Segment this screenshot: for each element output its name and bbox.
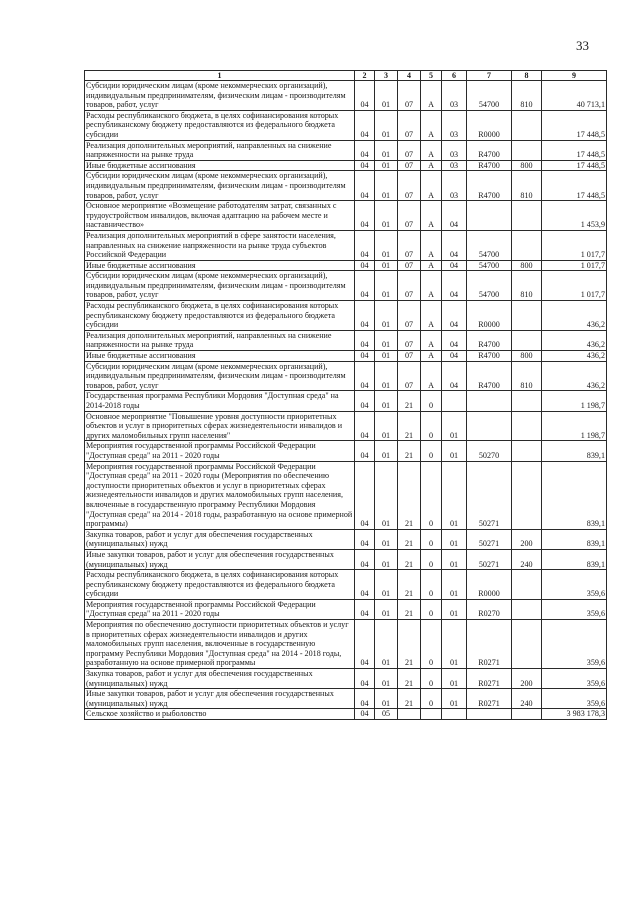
row-code-cell: А — [421, 81, 442, 111]
table-row — [85, 549, 607, 569]
row-code-cell: 04 — [355, 260, 375, 271]
row-code-cell: R4700 — [467, 171, 512, 201]
row-code-cell: 07 — [398, 140, 421, 160]
row-code-cell: R0270 — [467, 599, 512, 619]
row-code-cell: 07 — [398, 81, 421, 111]
row-code-cell: 50270 — [467, 441, 512, 461]
row-code-cell: 01 — [375, 171, 398, 201]
row-sum-cell: 436,2 — [542, 301, 607, 331]
row-code-cell: 0 — [421, 529, 442, 549]
row-name-cell: Реализация дополнительных мероприятий, направленных на снижение напряженности на рынке труда — [85, 330, 355, 350]
row-code-cell: 50271 — [467, 529, 512, 549]
row-code-cell: 01 — [375, 110, 398, 140]
row-name-cell: Основное мероприятие «Возмещение работодателям затрат, связанных с трудоустройством инвалидов, включая адаптацию на рабочем месте и наставничество» — [85, 201, 355, 231]
table-row — [85, 171, 607, 201]
row-sum-cell: 839,1 — [542, 529, 607, 549]
row-code-cell: 04 — [442, 201, 467, 231]
row-code-cell — [512, 301, 542, 331]
column-header: 2 — [355, 71, 375, 81]
row-code-cell: 54700 — [467, 230, 512, 260]
row-code-cell: R4700 — [467, 361, 512, 391]
column-header: 7 — [467, 71, 512, 81]
row-code-cell: R0000 — [467, 570, 512, 600]
row-code-cell: 240 — [512, 549, 542, 569]
row-code-cell: 07 — [398, 301, 421, 331]
row-name-cell: Субсидии юридическим лицам (кроме некоммерческих организаций), индивидуальным предпринимателям, физическим лицам - производителям товаров, работ, услуг — [85, 171, 355, 201]
table-row — [85, 260, 607, 271]
row-code-cell: 200 — [512, 529, 542, 549]
row-code-cell: А — [421, 140, 442, 160]
row-code-cell: 07 — [398, 110, 421, 140]
row-code-cell: А — [421, 330, 442, 350]
row-sum-cell: 1 017,7 — [542, 230, 607, 260]
row-code-cell: 01 — [442, 549, 467, 569]
row-code-cell: 04 — [442, 351, 467, 362]
column-header: 5 — [421, 71, 442, 81]
row-code-cell: 01 — [442, 411, 467, 441]
row-name-cell: Субсидии юридическим лицам (кроме некоммерческих организаций), индивидуальным предпринимателям, физическим лицам - производителям товаров, работ, услуг — [85, 81, 355, 111]
row-code-cell: 01 — [375, 81, 398, 111]
row-code-cell — [512, 620, 542, 669]
row-code-cell: 0 — [421, 689, 442, 709]
row-code-cell: 01 — [375, 529, 398, 549]
table-row — [85, 140, 607, 160]
table-row — [85, 529, 607, 549]
row-code-cell: 04 — [355, 110, 375, 140]
row-name-cell: Расходы республиканского бюджета, в целях софинансирования которых республиканскому бюджету предоставляются из федерального бюджета субсидии — [85, 301, 355, 331]
row-code-cell: 50271 — [467, 549, 512, 569]
row-code-cell: R0271 — [467, 669, 512, 689]
row-code-cell — [512, 201, 542, 231]
row-code-cell: 03 — [442, 110, 467, 140]
row-name-cell: Субсидии юридическим лицам (кроме некоммерческих организаций), индивидуальным предпринимателям, физическим лицам - производителям товаров, работ, услуг — [85, 361, 355, 391]
row-code-cell: 0 — [421, 669, 442, 689]
row-code-cell — [512, 230, 542, 260]
column-header: 1 — [85, 71, 355, 81]
row-code-cell — [421, 709, 442, 720]
row-code-cell: 21 — [398, 620, 421, 669]
row-code-cell: 21 — [398, 669, 421, 689]
row-code-cell: 240 — [512, 689, 542, 709]
row-code-cell: 04 — [355, 201, 375, 231]
row-code-cell: 01 — [375, 411, 398, 441]
table-row — [85, 81, 607, 111]
row-code-cell: 04 — [442, 301, 467, 331]
row-code-cell: 04 — [355, 140, 375, 160]
row-code-cell: 04 — [442, 271, 467, 301]
row-code-cell: 0 — [421, 411, 442, 441]
row-code-cell: 810 — [512, 171, 542, 201]
row-sum-cell: 359,6 — [542, 620, 607, 669]
row-code-cell: 07 — [398, 171, 421, 201]
row-code-cell — [398, 709, 421, 720]
row-code-cell: 21 — [398, 411, 421, 441]
row-code-cell: 04 — [442, 260, 467, 271]
row-code-cell: 01 — [375, 260, 398, 271]
row-code-cell: 04 — [355, 570, 375, 600]
row-code-cell: 01 — [442, 570, 467, 600]
row-code-cell: 04 — [355, 620, 375, 669]
table-row — [85, 669, 607, 689]
row-code-cell: 01 — [375, 570, 398, 600]
row-sum-cell: 1 198,7 — [542, 411, 607, 441]
row-name-cell: Мероприятия государственной программы Российской Федерации "Доступная среда" на 2011 - 2020 годы — [85, 599, 355, 619]
row-code-cell: R4700 — [467, 160, 512, 171]
row-code-cell: 01 — [375, 140, 398, 160]
row-code-cell: 0 — [421, 461, 442, 529]
row-sum-cell: 1 453,9 — [542, 201, 607, 231]
row-code-cell: А — [421, 301, 442, 331]
row-sum-cell: 436,2 — [542, 351, 607, 362]
row-name-cell: Сельское хозяйство и рыболовство — [85, 709, 355, 720]
row-code-cell: 04 — [355, 461, 375, 529]
row-code-cell: 04 — [355, 361, 375, 391]
row-name-cell: Закупка товаров, работ и услуг для обеспечения государственных (муниципальных) нужд — [85, 529, 355, 549]
row-code-cell: R0271 — [467, 620, 512, 669]
table-row — [85, 411, 607, 441]
row-code-cell: 03 — [442, 160, 467, 171]
column-header: 6 — [442, 71, 467, 81]
row-code-cell: А — [421, 351, 442, 362]
row-code-cell — [512, 441, 542, 461]
table-row — [85, 570, 607, 600]
row-code-cell: 05 — [375, 709, 398, 720]
row-code-cell: R4700 — [467, 351, 512, 362]
row-code-cell: 04 — [355, 351, 375, 362]
row-code-cell: 04 — [355, 391, 375, 411]
row-code-cell: А — [421, 171, 442, 201]
row-name-cell: Реализация дополнительных мероприятий в сфере занятости населения, направленных на снижение напряженности на рынке труда субъектов Российской Федерации — [85, 230, 355, 260]
table-row — [85, 689, 607, 709]
row-sum-cell: 359,6 — [542, 689, 607, 709]
row-code-cell — [467, 709, 512, 720]
row-code-cell: 04 — [355, 689, 375, 709]
row-code-cell: 04 — [442, 330, 467, 350]
row-name-cell: Основное мероприятие "Повышение уровня доступности приоритетных объектов и услуг в приоритетных сферах жизнедеятельности инвалидов и других маломобильных групп населения" — [85, 411, 355, 441]
row-code-cell: 0 — [421, 391, 442, 411]
row-code-cell: 01 — [375, 620, 398, 669]
row-name-cell: Иные бюджетные ассигнования — [85, 351, 355, 362]
table-header-row — [85, 71, 607, 81]
row-code-cell — [442, 391, 467, 411]
row-name-cell: Реализация дополнительных мероприятий, направленных на снижение напряженности на рынке труда — [85, 140, 355, 160]
row-code-cell: 01 — [375, 351, 398, 362]
row-code-cell — [512, 599, 542, 619]
row-code-cell: 21 — [398, 599, 421, 619]
row-code-cell: 04 — [355, 301, 375, 331]
row-code-cell: А — [421, 160, 442, 171]
row-code-cell: 01 — [375, 669, 398, 689]
row-code-cell — [512, 110, 542, 140]
row-code-cell: 800 — [512, 160, 542, 171]
row-code-cell: 0 — [421, 549, 442, 569]
table-row — [85, 391, 607, 411]
column-header: 8 — [512, 71, 542, 81]
row-code-cell: 810 — [512, 271, 542, 301]
row-sum-cell: 17 448,5 — [542, 140, 607, 160]
row-code-cell: 200 — [512, 669, 542, 689]
row-code-cell: R0271 — [467, 689, 512, 709]
row-code-cell: 07 — [398, 260, 421, 271]
row-sum-cell: 839,1 — [542, 441, 607, 461]
row-code-cell — [512, 570, 542, 600]
row-code-cell: 50271 — [467, 461, 512, 529]
row-code-cell: 01 — [375, 599, 398, 619]
row-code-cell: 07 — [398, 351, 421, 362]
table-row — [85, 160, 607, 171]
column-header: 9 — [542, 71, 607, 81]
row-name-cell: Мероприятия по обеспечению доступности приоритетных объектов и услуг в приоритетных сферах жизнедеятельности инвалидов и других маломобильных групп населения, включенные в государственную программу Республики Мордовия "Доступная среда" на 2014 - 2018 годы, разработанную на основе примерной программы — [85, 620, 355, 669]
row-code-cell: 01 — [375, 301, 398, 331]
budget-table — [84, 70, 607, 720]
row-code-cell: А — [421, 110, 442, 140]
row-code-cell: 21 — [398, 441, 421, 461]
row-sum-cell: 436,2 — [542, 330, 607, 350]
row-code-cell: 21 — [398, 549, 421, 569]
table-row — [85, 441, 607, 461]
row-code-cell: 01 — [442, 669, 467, 689]
row-code-cell: 07 — [398, 330, 421, 350]
row-code-cell: 04 — [355, 230, 375, 260]
table-row — [85, 201, 607, 231]
row-code-cell: 01 — [442, 529, 467, 549]
row-code-cell: 04 — [355, 271, 375, 301]
row-name-cell: Иные бюджетные ассигнования — [85, 160, 355, 171]
row-sum-cell: 1 017,7 — [542, 260, 607, 271]
table-row — [85, 599, 607, 619]
row-sum-cell: 3 983 178,3 — [542, 709, 607, 720]
table-row — [85, 271, 607, 301]
row-code-cell: 0 — [421, 570, 442, 600]
row-code-cell — [512, 140, 542, 160]
row-code-cell: R4700 — [467, 330, 512, 350]
row-code-cell — [512, 411, 542, 441]
row-sum-cell: 1 198,7 — [542, 391, 607, 411]
column-header: 4 — [398, 71, 421, 81]
row-name-cell: Иные бюджетные ассигнования — [85, 260, 355, 271]
row-sum-cell: 839,1 — [542, 549, 607, 569]
row-code-cell: 07 — [398, 271, 421, 301]
row-code-cell: 01 — [375, 441, 398, 461]
row-code-cell: 04 — [355, 669, 375, 689]
row-sum-cell: 436,2 — [542, 361, 607, 391]
row-code-cell: 21 — [398, 391, 421, 411]
row-code-cell: 04 — [355, 549, 375, 569]
row-code-cell: 0 — [421, 620, 442, 669]
row-code-cell: 01 — [375, 330, 398, 350]
row-sum-cell: 17 448,5 — [542, 160, 607, 171]
row-code-cell: А — [421, 271, 442, 301]
row-code-cell — [467, 201, 512, 231]
row-name-cell: Субсидии юридическим лицам (кроме некоммерческих организаций), индивидуальным предпринимателям, физическим лицам - производителям товаров, работ, услуг — [85, 271, 355, 301]
row-code-cell: 04 — [355, 330, 375, 350]
row-code-cell: А — [421, 260, 442, 271]
row-code-cell: 21 — [398, 529, 421, 549]
table-row — [85, 230, 607, 260]
row-sum-cell: 17 448,5 — [542, 110, 607, 140]
table-body — [85, 81, 607, 720]
row-code-cell: 21 — [398, 689, 421, 709]
row-code-cell: 01 — [375, 201, 398, 231]
row-name-cell: Расходы республиканского бюджета, в целях софинансирования которых республиканскому бюджету предоставляются из федерального бюджета субсидии — [85, 570, 355, 600]
table-row — [85, 351, 607, 362]
row-code-cell: 01 — [442, 461, 467, 529]
row-code-cell: 01 — [442, 599, 467, 619]
row-code-cell: 01 — [375, 391, 398, 411]
row-code-cell: 04 — [355, 709, 375, 720]
row-code-cell: 01 — [375, 549, 398, 569]
table-row — [85, 709, 607, 720]
row-code-cell — [512, 461, 542, 529]
row-code-cell: 04 — [355, 171, 375, 201]
row-name-cell: Мероприятия государственной программы Российской Федерации "Доступная среда" на 2011 - 2020 годы (Мероприятия по обеспечению доступности приоритетных объектов и услуг в приоритетных сферах жизнедеятельности инвалидов и других маломобильных групп населения, включенные в государственную программу Республики Мордовия "Доступная среда" на 2014 - 2018 годы, разработанную на основе примерной программы) — [85, 461, 355, 529]
table-row — [85, 620, 607, 669]
table-row — [85, 361, 607, 391]
row-code-cell: 03 — [442, 140, 467, 160]
row-code-cell: 04 — [355, 81, 375, 111]
row-name-cell: Иные закупки товаров, работ и услуг для обеспечения государственных (муниципальных) нужд — [85, 549, 355, 569]
row-code-cell — [512, 709, 542, 720]
row-code-cell: 01 — [442, 689, 467, 709]
row-code-cell: 07 — [398, 160, 421, 171]
row-name-cell: Иные закупки товаров, работ и услуг для обеспечения государственных (муниципальных) нужд — [85, 689, 355, 709]
row-code-cell: 03 — [442, 81, 467, 111]
row-code-cell: 01 — [375, 160, 398, 171]
row-code-cell: 01 — [375, 461, 398, 529]
row-sum-cell: 359,6 — [542, 669, 607, 689]
row-code-cell: 04 — [355, 411, 375, 441]
row-code-cell: 01 — [375, 689, 398, 709]
row-sum-cell: 1 017,7 — [542, 271, 607, 301]
row-code-cell: 0 — [421, 599, 442, 619]
row-code-cell: 01 — [375, 271, 398, 301]
row-code-cell: 01 — [375, 230, 398, 260]
row-code-cell: R4700 — [467, 140, 512, 160]
row-code-cell: 21 — [398, 461, 421, 529]
row-code-cell: 01 — [442, 441, 467, 461]
row-code-cell: 07 — [398, 230, 421, 260]
table-row — [85, 301, 607, 331]
row-code-cell — [467, 391, 512, 411]
table-row — [85, 110, 607, 140]
row-name-cell: Мероприятия государственной программы Российской Федерации "Доступная среда" на 2011 - 2020 годы — [85, 441, 355, 461]
row-code-cell: 04 — [442, 230, 467, 260]
row-code-cell — [512, 330, 542, 350]
row-code-cell: 04 — [355, 441, 375, 461]
row-code-cell: А — [421, 361, 442, 391]
row-code-cell: 04 — [355, 599, 375, 619]
row-code-cell: 800 — [512, 351, 542, 362]
row-sum-cell: 359,6 — [542, 570, 607, 600]
row-code-cell: 0 — [421, 441, 442, 461]
row-code-cell — [467, 411, 512, 441]
row-name-cell: Закупка товаров, работ и услуг для обеспечения государственных (муниципальных) нужд — [85, 669, 355, 689]
page-number: 33 — [576, 38, 589, 53]
row-code-cell: А — [421, 230, 442, 260]
row-code-cell: 54700 — [467, 260, 512, 271]
table-row — [85, 330, 607, 350]
row-code-cell: 800 — [512, 260, 542, 271]
row-code-cell: R0000 — [467, 110, 512, 140]
row-code-cell — [512, 391, 542, 411]
row-code-cell: 07 — [398, 361, 421, 391]
row-sum-cell: 359,6 — [542, 599, 607, 619]
row-name-cell: Государственная программа Республики Мордовия "Доступная среда" на 2014-2018 годы — [85, 391, 355, 411]
row-code-cell: 04 — [442, 361, 467, 391]
row-code-cell: 07 — [398, 201, 421, 231]
row-code-cell: 03 — [442, 171, 467, 201]
row-code-cell: 810 — [512, 361, 542, 391]
row-code-cell: А — [421, 201, 442, 231]
row-code-cell: 54700 — [467, 81, 512, 111]
row-code-cell: 21 — [398, 570, 421, 600]
row-sum-cell: 839,1 — [542, 461, 607, 529]
row-name-cell: Расходы республиканского бюджета, в целях софинансирования которых республиканскому бюджету предоставляются из федерального бюджета субсидии — [85, 110, 355, 140]
row-code-cell: 04 — [355, 529, 375, 549]
row-code-cell: 04 — [355, 160, 375, 171]
table-row — [85, 461, 607, 529]
row-code-cell: 01 — [375, 361, 398, 391]
row-code-cell: 810 — [512, 81, 542, 111]
row-sum-cell: 40 713,1 — [542, 81, 607, 111]
row-code-cell — [442, 709, 467, 720]
column-header: 3 — [375, 71, 398, 81]
row-code-cell: 54700 — [467, 271, 512, 301]
row-code-cell: R0000 — [467, 301, 512, 331]
row-sum-cell: 17 448,5 — [542, 171, 607, 201]
row-code-cell: 01 — [442, 620, 467, 669]
